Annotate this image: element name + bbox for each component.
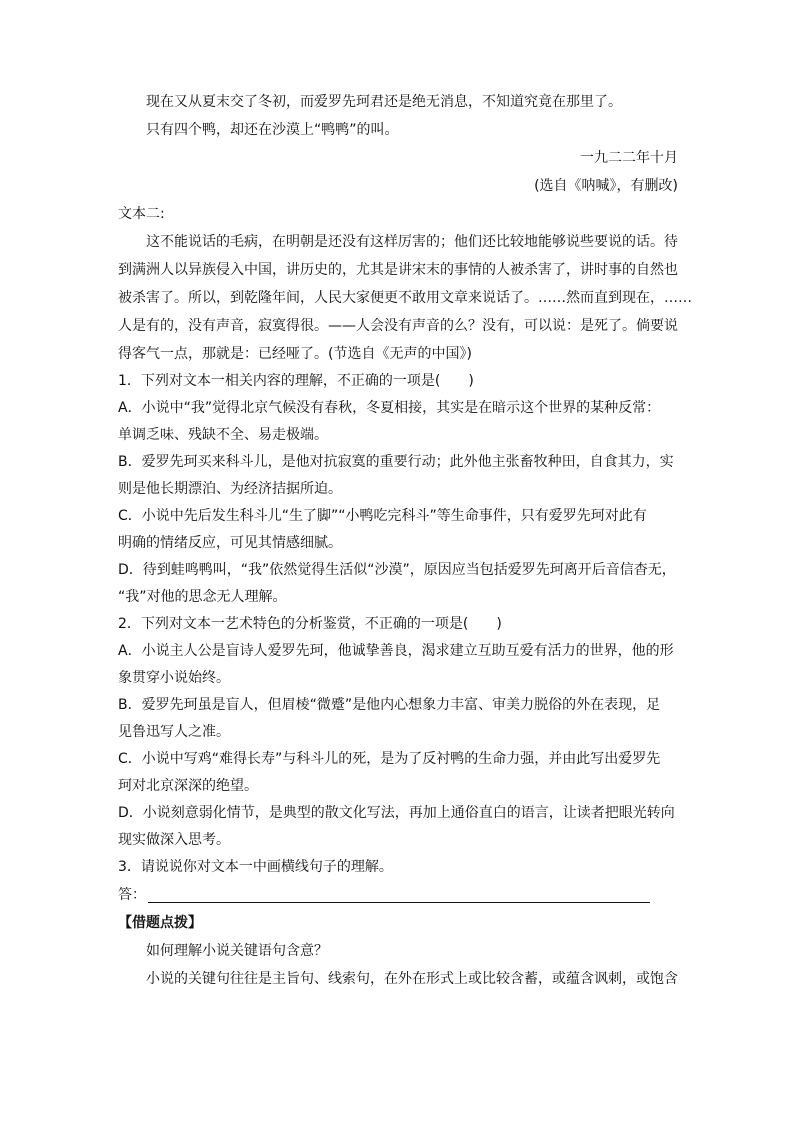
document-page <box>118 88 692 993</box>
text1-ending-paragraph-2: 只有四个鸭，却还在沙漠上“鸭鸭”的叫。 <box>146 122 399 138</box>
answer-row <box>118 881 678 909</box>
answer-blank-line[interactable] <box>148 882 650 903</box>
text1-ending-paragraph-1: 现在又从夏末交了冬初，而爱罗先珂君还是绝无消息，不知道究竟在那里了。 <box>146 94 622 110</box>
question-1-stem: 1．下列对文本一相关内容的理解，不正确的一项是( ) <box>118 373 474 389</box>
tips-section <box>118 909 678 993</box>
question-2-option-a: A．小说主人公是盲诗人爱罗先珂，他诚挚善良，渴求建立互助互爱有活力的世界，他的形 <box>118 643 674 659</box>
tips-question: 如何理解小说关键语句含意？ <box>146 943 328 959</box>
question-1-option-d: D．待到蛙鸣鸭叫，“我”依然觉得生活似“沙漠”，原因应当包括爱罗先珂离开后音信杳无， <box>118 562 676 578</box>
text2-line: 到满洲人以异族侵入中国，讲历史的，尤其是讲宋末的事情的人被杀害了，讲时事的自然也 <box>118 262 678 278</box>
question-1-option-a: A．小说中“我”觉得北京气候没有春秋，冬夏相接，其实是在暗示这个世界的某种反常： <box>118 400 661 416</box>
question-1-option-b-cont: 则是他长期漂泊、为经济拮据所迫。 <box>118 481 342 497</box>
question-2-option-c-cont: 珂对北京深深的绝望。 <box>118 778 258 794</box>
question-2-option-d-cont: 现实做深入思考。 <box>118 832 230 848</box>
question-1-option-d-cont: “我”对他的思念无人理解。 <box>118 589 287 605</box>
question-1-option-c-cont: 明确的情绪反应，可见其情感细腻。 <box>118 535 342 551</box>
question-2-option-b-cont: 见鲁迅写人之准。 <box>118 724 230 740</box>
text2-paragraph <box>118 228 692 368</box>
question-1-option-b: B．爱罗先珂买来科斗儿，是他对抗寂寞的重要行动；此外他主张畜牧种田，自食其力，实 <box>118 454 674 470</box>
tips-heading: 【借题点拨】 <box>118 915 202 931</box>
text2-line: 得客气一点，那就是：已经哑了。(节选自《无声的中国》) <box>118 346 472 362</box>
question-2 <box>118 611 678 854</box>
question-2-option-a-cont: 象贯穿小说始终。 <box>118 670 230 686</box>
text1-source: (选自《呐喊》，有删改) <box>534 178 678 194</box>
question-1 <box>118 368 678 611</box>
question-3-stem: 3．请说说你对文本一中画横线句子的理解。 <box>118 859 393 875</box>
tips-body: 小说的关键句往往是主旨句、线索句，在外在形式上或比较含蓄，或蕴含讽刺，或饱含 <box>146 971 678 987</box>
question-2-option-d: D．小说刻意弱化情节，是典型的散文化写法，再加上通俗直白的语言，让读者把眼光转向 <box>118 805 675 821</box>
text1-date: 一九二二年十月 <box>580 150 678 166</box>
text2-line: 人是有的，没有声音，寂寞得很。——人会没有声音的么？没有，可以说：是死了。倘要说 <box>118 318 678 334</box>
text2-line: 这不能说话的毛病，在明朝是还没有这样厉害的；他们还比较地能够说些要说的话。待 <box>146 234 678 250</box>
text2-line: 被杀害了。所以，到乾隆年间，人民大家便更不敢用文章来说话了。……然而直到现在，…… <box>118 290 692 306</box>
answer-label: 答： <box>118 887 146 903</box>
question-2-option-c: C．小说中写鸡“难得长寿”与科斗儿的死，是为了反衬鸭的生命力强，并由此写出爱罗先 <box>118 751 661 767</box>
question-3 <box>118 854 678 909</box>
question-1-option-c: C．小说中先后发生科斗儿“生了脚”“小鸭吃完科斗”等生命事件，只有爱罗先珂对此有 <box>118 508 647 524</box>
text2-heading: 文本二: <box>118 206 165 222</box>
question-1-option-a-cont: 单调乏味、残缺不全、易走极端。 <box>118 427 328 443</box>
question-2-stem: 2．下列对文本一艺术特色的分析鉴赏，不正确的一项是( ) <box>118 616 502 632</box>
question-2-option-b: B．爱罗先珂虽是盲人，但眉棱“微蹙”是他内心想象力丰富、审美力脱俗的外在表现，足 <box>118 697 661 713</box>
